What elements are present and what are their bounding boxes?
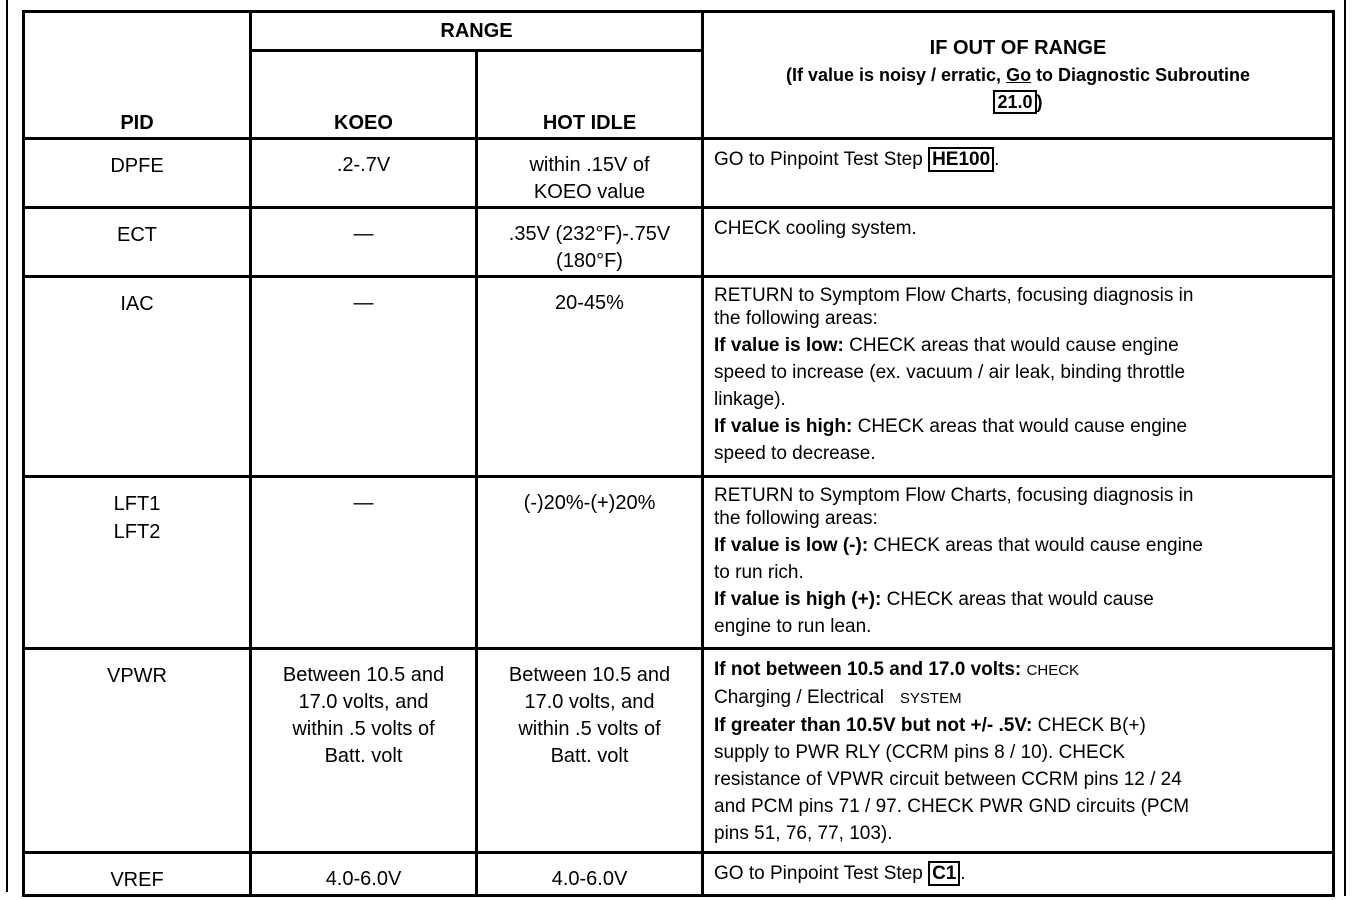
hot-idle-cell (477, 277, 703, 477)
condition-label: If value is low (-): (714, 535, 869, 556)
table-row-ect (24, 208, 1334, 277)
page-edge-left (6, 0, 8, 892)
koeo-line: within .5 volts of (292, 718, 435, 740)
action-line: speed to decrease. (714, 443, 876, 464)
hot-idle-value: 20-45% (555, 292, 624, 314)
action-line (714, 586, 1322, 613)
action-text: CHECK cooling system. (714, 218, 917, 239)
hot-idle-line: .35V (232°F)-.75V (508, 223, 671, 245)
action-text-small: CHECK (1026, 662, 1080, 679)
koeo-value: — (353, 223, 374, 245)
action-text: CHECK areas that would cause (881, 589, 1154, 610)
header-hot-idle (477, 51, 703, 139)
action-cell (703, 277, 1334, 477)
header-out-sub-pre: (If value is noisy / erratic, (785, 64, 1007, 85)
hot-idle-line: (180°F) (556, 250, 623, 272)
koeo-value: — (353, 492, 374, 514)
table-row-vref (24, 853, 1334, 896)
header-koeo (251, 51, 477, 139)
action-text: Charging / Electrical (714, 687, 885, 708)
pid-cell (24, 208, 251, 277)
action-text-small: SYSTEM (899, 690, 962, 707)
action-line (714, 712, 1322, 739)
test-step-ref-box: HE100 (928, 147, 994, 172)
header-range (251, 12, 703, 51)
hot-idle-line: within .5 volts of (518, 718, 661, 740)
subroutine-ref-box: 21.0 (993, 90, 1036, 114)
pid-name: LFT2 (113, 521, 161, 543)
pid-cell (24, 477, 251, 649)
action-line: the following areas: (714, 508, 878, 529)
action-text: GO to Pinpoint Test Step (714, 863, 929, 884)
pid-name: ECT (117, 224, 157, 246)
hot-idle-line: KOEO value (533, 181, 646, 203)
action-cell (703, 853, 1334, 896)
action-cell (703, 208, 1334, 277)
hot-idle-cell (477, 649, 703, 853)
action-text: GO to Pinpoint Test Step (714, 149, 929, 170)
action-line (714, 532, 1322, 559)
hot-idle-value: 4.0-6.0V (551, 868, 628, 890)
pid-name: VREF (110, 869, 164, 891)
condition-label: If value is high (+): (714, 589, 882, 610)
hot-idle-cell (477, 477, 703, 649)
koeo-value: 4.0-6.0V (325, 868, 402, 890)
action-line: the following areas: (714, 308, 878, 329)
hot-idle-value: (-)20%-(+)20% (523, 492, 656, 514)
koeo-line: 17.0 volts, and (298, 691, 429, 713)
header-koeo-label: KOEO (334, 112, 393, 134)
hot-idle-line: Between 10.5 and (508, 664, 671, 686)
header-out-sub-mid: to Diagnostic Subroutine (1031, 64, 1251, 85)
header-out-subtitle (704, 62, 1332, 89)
table-row-dpfe (24, 139, 1334, 208)
header-out-sub-post: ) (1036, 91, 1043, 112)
koeo-line: Between 10.5 and (282, 664, 445, 686)
action-text-end: . (960, 863, 966, 884)
action-line: RETURN to Symptom Flow Charts, focusing diagnosis in (714, 285, 1194, 306)
action-text-end: . (994, 149, 1000, 170)
action-line: engine to run lean. (714, 616, 872, 637)
header-pid-label: PID (120, 112, 154, 134)
action-text: CHECK areas that would cause engine (868, 535, 1203, 556)
pid-reference-table (22, 10, 1335, 897)
pid-name: LFT1 (113, 493, 161, 515)
page-edge-right (1344, 0, 1346, 896)
condition-label: If value is low: (714, 335, 844, 356)
header-hot-idle-label: HOT IDLE (542, 112, 637, 134)
koeo-line: Batt. volt (324, 745, 403, 767)
koeo-value: — (353, 292, 374, 314)
koeo-cell (251, 853, 477, 896)
action-line (714, 332, 1322, 359)
action-line: pins 51, 76, 77, 103). (714, 823, 893, 844)
condition-label: If value is high: (714, 416, 853, 437)
action-line: supply to PWR RLY (CCRM pins 8 / 10). CHECK (714, 742, 1126, 763)
header-pid (24, 12, 251, 139)
action-text: CHECK areas that would cause engine (852, 416, 1188, 437)
action-line (714, 684, 1322, 712)
pid-name: IAC (120, 293, 154, 315)
action-cell (703, 649, 1334, 853)
header-out-title: IF OUT OF RANGE (929, 36, 1107, 59)
hot-idle-cell (477, 853, 703, 896)
table-row-lft (24, 477, 1334, 649)
action-line: RETURN to Symptom Flow Charts, focusing diagnosis in (714, 485, 1194, 506)
hot-idle-cell (477, 139, 703, 208)
pid-name: DPFE (110, 155, 164, 177)
action-line: to run rich. (714, 562, 804, 583)
koeo-cell (251, 277, 477, 477)
header-out-sub-go: Go (1006, 64, 1032, 85)
action-line (714, 656, 1322, 684)
action-line: resistance of VPWR circuit between CCRM pins 12 / 24 (714, 769, 1182, 790)
koeo-cell (251, 649, 477, 853)
action-line: and PCM pins 71 / 97. CHECK PWR GND circuits (PCM (714, 796, 1190, 817)
action-text: CHECK areas that would cause engine (843, 335, 1179, 356)
test-step-ref-box: C1 (928, 861, 960, 886)
action-text: CHECK B(+) (1032, 715, 1146, 736)
pid-cell (24, 277, 251, 477)
pid-cell (24, 649, 251, 853)
table-row-vpwr (24, 649, 1334, 853)
hot-idle-line: within .15V of (529, 154, 650, 176)
hot-idle-cell (477, 208, 703, 277)
koeo-cell (251, 139, 477, 208)
pid-cell (24, 139, 251, 208)
koeo-cell (251, 208, 477, 277)
hot-idle-line: Batt. volt (550, 745, 629, 767)
action-line: speed to increase (ex. vacuum / air leak, binding throttle (714, 362, 1186, 383)
header-row-1 (24, 12, 1334, 51)
header-out-ref-line (704, 89, 1332, 116)
header-range-label: RANGE (440, 19, 513, 42)
pid-name: VPWR (107, 665, 167, 687)
hot-idle-line: 17.0 volts, and (524, 691, 655, 713)
koeo-cell (251, 477, 477, 649)
condition-label: If greater than 10.5V but not +/- .5V: (714, 715, 1033, 736)
header-if-out-of-range (703, 12, 1334, 139)
koeo-value: .2-.7V (336, 154, 391, 176)
action-cell (703, 139, 1334, 208)
action-line: linkage). (714, 389, 786, 410)
table-row-iac (24, 277, 1334, 477)
condition-label: If not between 10.5 and 17.0 volts: (714, 659, 1022, 680)
action-cell (703, 477, 1334, 649)
action-line (714, 413, 1322, 440)
pid-cell (24, 853, 251, 896)
